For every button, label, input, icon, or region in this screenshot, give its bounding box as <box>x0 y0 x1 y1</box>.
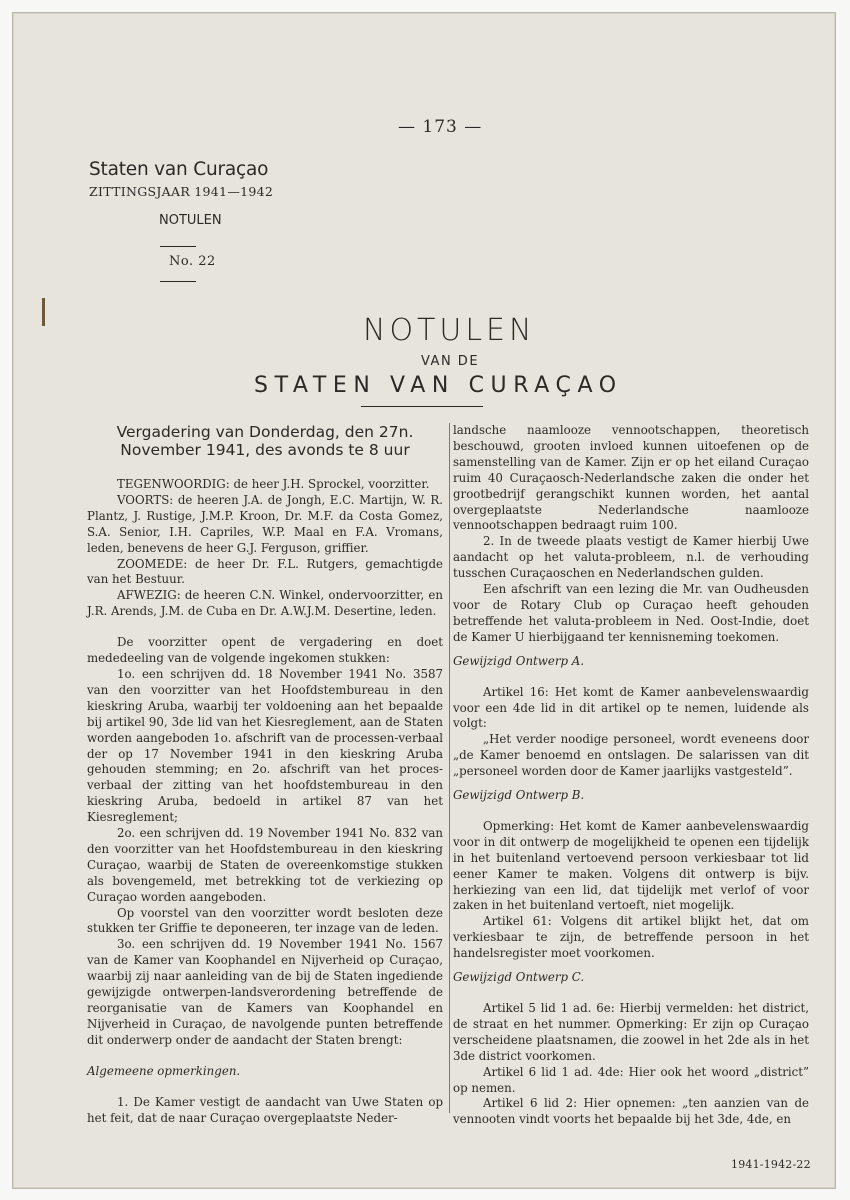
section-heading: Gewijzigd Ontwerp A. <box>453 653 585 668</box>
document-number: No. 22 <box>169 254 216 269</box>
paragraph-remark-1: 1. De Kamer vestigt de aandacht van Uwe Staten op het feit, dat de naar Curaçao overgeplaatste Neder- <box>87 1094 443 1125</box>
column-divider <box>449 423 450 1113</box>
paragraph-continuation: landsche naamlooze vennootschappen, theoretisch beschouwd, grooten invloed kunnen uitoefenen op de samenstelling van de Kamer. Zijn er op het eiland Curaçao ruim 40 Curaçaosch-Nederlandsche zaken die onder het grootbedrijf gerangschikt kunnen worden, het aantal overgeplaatste Nederlandsche naamlooze vennootschappen bedraagt ruim 100. <box>453 423 809 533</box>
paragraph-article-5: Artikel 5 lid 1 ad. 6e: Hierbij vermelden: het district, de straat en het nummer. Opmerking: Er zijn op Curaçao verscheidene plaatsnamen, die zoowel in het 2de als in het 3de district voorkomen. <box>453 1001 809 1063</box>
footer-code: 1941-1942-22 <box>731 1158 811 1171</box>
paragraph-quote: „Het verder noodige personeel, wordt eveneens door „de Kamer benoemd en ontslagen. De salarissen van dit „personeel worden door de Kamer jaarlijks vastgesteld”. <box>453 732 809 779</box>
main-title: NOTULEN <box>363 313 536 348</box>
paragraph-article-16: Artikel 16: Het komt de Kamer aanbevelenswaardig voor een 4de lid in dit artikel op te nemen, luidende als volgt: <box>453 684 809 731</box>
header-block <box>89 159 309 228</box>
paragraph-also: ZOOMEDE: de heer Dr. F.L. Rutgers, gemachtigde van het Bestuur. <box>87 556 443 587</box>
paragraph-decision: Op voorstel van den voorzitter wordt besloten deze stukken ter Griffie te deponeeren, ter inzage van de leden. <box>87 905 443 936</box>
header-rule <box>160 281 196 282</box>
subtitle-underline <box>361 406 483 407</box>
paragraph-article-61: Artikel 61: Volgens dit artikel blijkt het, dat om verkiesbaar te zijn, de betreffende persoon in het handelsregister moet voorkomen. <box>453 914 809 961</box>
title-connector: VAN DE <box>421 354 480 369</box>
margin-ink-mark <box>42 298 45 326</box>
section-label: NOTULEN <box>159 213 222 228</box>
paragraph-present: TEGENWOORDIG: de heer J.H. Sprockel, voorzitter. <box>117 477 430 491</box>
meeting-heading: Vergadering van Donderdag, den 27n. November 1941, des avonds te 8 uur <box>116 423 414 459</box>
paragraph-article-6-2: Artikel 6 lid 2: Hier opnemen: „ten aanzien van de vennooten vindt voorts het bepaalde bij het 3de, 4de, en <box>453 1096 809 1127</box>
page-number: — 173 — <box>398 117 483 137</box>
subtitle: STATEN VAN CURAÇAO <box>254 373 623 398</box>
section-heading: Gewijzigd Ontwerp B. <box>453 788 585 803</box>
paragraph-lecture: Een afschrift van een lezing die Mr. van Oudheusden voor de Rotary Club op Curaçao heeft gehouden betreffende het valuta-probleem in Ned. Oost-Indie, doet de Kamer U hierbijgaand ter kennisneming toekomen. <box>453 582 809 644</box>
header-rule <box>160 246 196 247</box>
organization-name: Staten van Curaçao <box>89 159 269 180</box>
paragraph-remark-2: 2. In de tweede plaats vestigt de Kamer hierbij Uwe aandacht op het valuta-probleem, n.l. de verhouding tusschen Curaçaoschen en Nederlandschen gulden. <box>453 534 809 581</box>
paragraph-absent: AFWEZIG: de heeren C.N. Winkel, ondervoorzitter, en J.R. Arends, J.M. de Cuba en Dr. A.W.J.M. Desertine, leden. <box>87 588 443 619</box>
paragraph-item-1: 1o. een schrijven dd. 18 November 1941 No. 3587 van den voorzitter van het Hoofdstembureau in den kieskring Aruba, waarbij ter voldoening aan het bepaalde bij artikel 90, 3de lid van het Kiesreglement, aan de Staten worden aangeboden 1o. afschrift van de processen-verbaal der op 17 November 1941 in den kieskring Aruba gehouden stemming; en 2o. afschrift van het proces-verbaal der zitting van het hoofdstembureau in den kieskring Aruba, bedoeld in artikel 87 van het Kiesreglement; <box>87 666 443 825</box>
paragraph-item-3: 3o. een schrijven dd. 19 November 1941 No. 1567 van de Kamer van Koophandel en Nijverheid op Curaçao, waarbij zij naar aanleiding van de bij de Staten ingediende gewijzigde ontwerpen-landsverordening betreffende de reorganisatie van de Kamers van Koophandel en Nijverheid in Curaçao, de navolgende punten betreffende dit onderwerp onder de aandacht der Staten brengt: <box>87 937 443 1047</box>
section-heading: Gewijzigd Ontwerp C. <box>453 970 585 985</box>
paragraph-item-2: 2o. een schrijven dd. 19 November 1941 No. 832 van den voorzitter van het Hoofdstembureau in den kieskring Curaçao, waarbij de Staten de overeenkomstige stukken als bovengemeld, met betrekking tot de verkiezing op Curaçao worden aangeboden. <box>87 826 443 904</box>
right-column <box>453 423 809 1128</box>
session-year: ZITTINGSJAAR 1941—1942 <box>89 184 274 199</box>
paragraph-opening: De voorzitter opent de vergadering en doet mededeeling van de volgende ingekomen stukken: <box>87 635 443 666</box>
document-page <box>12 12 836 1189</box>
paragraph-members: VOORTS: de heeren J.A. de Jongh, E.C. Martijn, W. R. Plantz, J. Rustige, J.M.P. Kroon, Dr. M.F. da Costa Gomez, S.A. Senior, I.H. Capriles, W.P. Maal en F.A. Vromans, leden, benevens de heer G.J. Ferguson, griffier. <box>87 492 443 555</box>
left-column <box>87 423 443 1126</box>
paragraph-remark-b: Opmerking: Het komt de Kamer aanbevelenswaardig voor in dit ontwerp de mogelijkheid te openen een tijdelijk in het buitenland vertoevend persoon verkiesbaar tot lid eener Kamer te maken. Volgens dit ontwerp is bijv. herkiezing van een lid, dat tijdelijk met verlof of voor zaken in het buitenland vertoeft, niet mogelijk. <box>453 818 809 913</box>
section-heading: Algemeene opmerkingen. <box>87 1063 241 1078</box>
paragraph-article-6-1: Artikel 6 lid 1 ad. 4de: Hier ook het woord „district” op nemen. <box>453 1064 809 1095</box>
